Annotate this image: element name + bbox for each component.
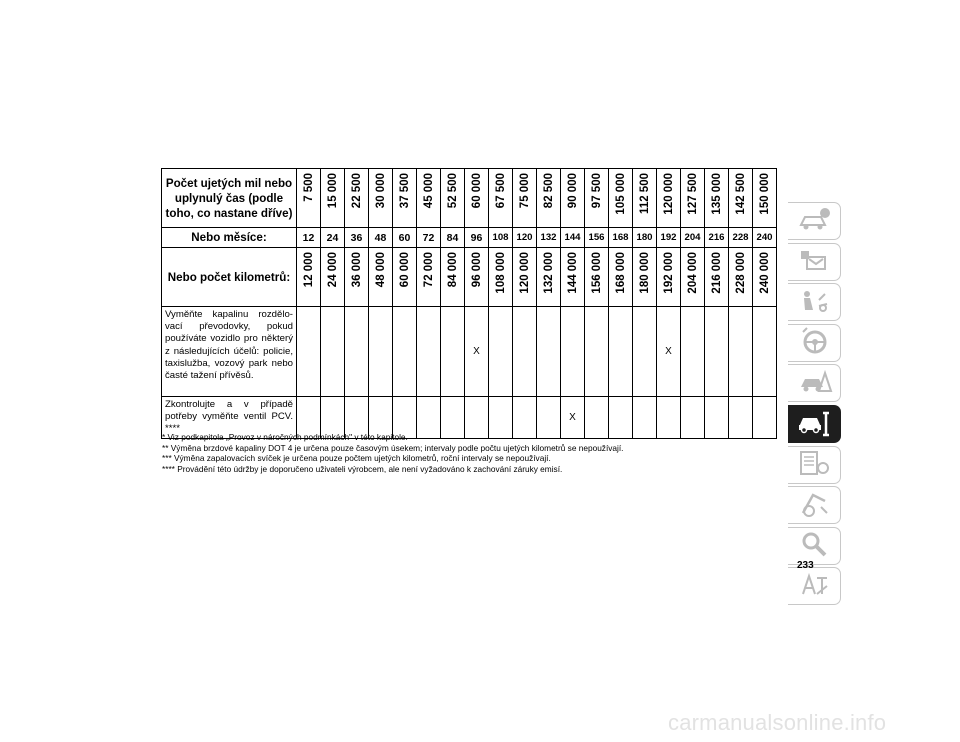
months-cell: 108: [489, 228, 513, 248]
schedule-mark-cell: [393, 307, 417, 397]
search-index-icon: [795, 527, 833, 564]
miles-cell: [417, 169, 441, 228]
chapter-tab[interactable]: [788, 567, 841, 605]
car-info-icon: [795, 203, 833, 240]
miles-cell-label: 142 500: [734, 173, 747, 215]
km-cell-label: 48 000: [374, 252, 387, 288]
months-cell: 132: [537, 228, 561, 248]
km-cell-label: 12 000: [302, 252, 315, 288]
months-cell: 96: [465, 228, 489, 248]
emergency-car-icon: [795, 365, 833, 402]
km-cell-label: 72 000: [422, 252, 435, 288]
page-number: 233: [797, 560, 814, 571]
km-row: [162, 248, 777, 307]
months-cell: 24: [321, 228, 345, 248]
miles-cell: [393, 169, 417, 228]
miles-cell: [513, 169, 537, 228]
chapter-tab[interactable]: [788, 527, 841, 565]
miles-cell-label: 75 000: [518, 173, 531, 209]
months-cell: 168: [609, 228, 633, 248]
km-cell: [681, 248, 705, 307]
months-cell: 216: [705, 228, 729, 248]
schedule-mark-cell: [297, 307, 321, 397]
chapter-tab[interactable]: [788, 446, 841, 484]
km-cell: [417, 248, 441, 307]
schedule-mark-cell: [585, 307, 609, 397]
miles-cell-label: 105 000: [614, 173, 627, 215]
schedule-mark-cell: [489, 307, 513, 397]
km-cell: [393, 248, 417, 307]
km-cell: [321, 248, 345, 307]
km-cell-label: 120 000: [518, 252, 531, 294]
months-cell: 84: [441, 228, 465, 248]
footnotes: [162, 432, 802, 474]
miles-cell: [561, 169, 585, 228]
specifications-icon: [795, 446, 833, 483]
schedule-mark-cell: [561, 307, 585, 397]
steering-wheel-icon: [795, 324, 833, 361]
km-cell: [345, 248, 369, 307]
miles-cell: [345, 169, 369, 228]
km-cell-label: 24 000: [326, 252, 339, 288]
months-cell: 228: [729, 228, 753, 248]
months-cell: 12: [297, 228, 321, 248]
miles-header: Počet ujetých mil nebo uplynulý čas (podle toho, co nastane dříve): [162, 169, 297, 228]
miles-cell-label: 112 500: [638, 173, 651, 214]
miles-cell-label: 60 000: [470, 173, 483, 209]
months-row: [162, 228, 777, 248]
miles-cell-label: 90 000: [566, 173, 579, 209]
months-cell: 60: [393, 228, 417, 248]
miles-cell-label: 135 000: [710, 173, 723, 215]
km-cell-label: 156 000: [590, 252, 603, 294]
km-cell-label: 204 000: [686, 252, 699, 294]
km-cell: [657, 248, 681, 307]
months-cell: 72: [417, 228, 441, 248]
miles-cell: [465, 169, 489, 228]
chapter-tabs: [788, 202, 841, 608]
miles-cell-label: 127 500: [686, 173, 699, 215]
footnote: * Viz podkapitola „Provoz v náročných podmínkách" v této kapitole.: [162, 432, 408, 442]
schedule-mark-cell: [537, 307, 561, 397]
schedule-mark-cell: [513, 307, 537, 397]
schedule-mark-cell: [681, 307, 705, 397]
km-cell-label: 144 000: [566, 252, 579, 294]
miles-cell-label: 7 500: [302, 173, 315, 202]
schedule-mark-cell: X: [657, 307, 681, 397]
miles-cell-label: 30 000: [374, 173, 387, 209]
chapter-tab[interactable]: [788, 364, 841, 402]
miles-cell-label: 45 000: [422, 173, 435, 209]
miles-cell: [705, 169, 729, 228]
footnote: *** Výměna zapalovacích svíček je určena pouze počtem ujetých kilometrů, roční intervaly se nepoužívají.: [162, 453, 551, 464]
miles-cell-label: 82 500: [542, 173, 555, 209]
chapter-tab[interactable]: [788, 486, 841, 524]
dashboard-warning-icon: [795, 243, 833, 280]
km-cell-label: 240 000: [758, 252, 771, 294]
km-cell-label: 108 000: [494, 252, 507, 294]
schedule-mark-cell: [321, 307, 345, 397]
miles-cell: [585, 169, 609, 228]
km-cell: [465, 248, 489, 307]
km-cell: [369, 248, 393, 307]
miles-cell: [657, 169, 681, 228]
km-cell: [513, 248, 537, 307]
chapter-tab[interactable]: [788, 405, 841, 443]
miles-cell-label: 67 500: [494, 173, 507, 209]
miles-cell: [441, 169, 465, 228]
miles-cell: [537, 169, 561, 228]
km-cell-label: 60 000: [398, 252, 411, 288]
footnote: ** Výměna brzdové kapaliny DOT 4 je určena pouze časovým úsekem; intervaly podle počtu ujetých kilometrů se nepoužívají.: [162, 442, 624, 453]
months-cell: 144: [561, 228, 585, 248]
miles-cell-label: 120 000: [662, 173, 675, 215]
months-cell: 192: [657, 228, 681, 248]
months-cell: 240: [753, 228, 777, 248]
airbag-safety-icon: [795, 284, 833, 321]
miles-row: [162, 169, 777, 228]
km-cell-label: 192 000: [662, 252, 675, 294]
schedule-mark-cell: [417, 307, 441, 397]
miles-cell-label: 52 500: [446, 173, 459, 209]
km-cell: [441, 248, 465, 307]
km-cell-label: 36 000: [350, 252, 363, 288]
months-cell: 156: [585, 228, 609, 248]
km-cell: [729, 248, 753, 307]
months-cell: 120: [513, 228, 537, 248]
miles-cell-label: 150 000: [758, 173, 771, 215]
km-header: Nebo počet kilometrů:: [162, 248, 297, 307]
months-cell: 36: [345, 228, 369, 248]
km-cell-label: 84 000: [446, 252, 459, 288]
schedule-mark-cell: X: [465, 307, 489, 397]
km-cell-label: 180 000: [638, 252, 651, 294]
task-row-transfer-case: [162, 307, 777, 397]
schedule-mark-cell: [345, 307, 369, 397]
miles-cell: [321, 169, 345, 228]
schedule-mark-cell: [753, 307, 777, 397]
km-cell: [297, 248, 321, 307]
schedule-mark-cell: [705, 307, 729, 397]
chapter-tab[interactable]: [788, 324, 841, 362]
watermark: carmanualsonline.info: [668, 710, 887, 735]
km-cell: [633, 248, 657, 307]
miles-cell-label: 97 500: [590, 173, 603, 209]
schedule-mark-cell: X: [561, 397, 585, 439]
km-cell: [585, 248, 609, 307]
km-cell-label: 216 000: [710, 252, 723, 294]
chapter-tab[interactable]: [788, 283, 841, 321]
miles-cell: [369, 169, 393, 228]
km-cell-label: 132 000: [542, 252, 555, 294]
km-cell-label: 228 000: [734, 252, 747, 294]
chapter-tab[interactable]: [788, 202, 841, 240]
miles-cell: [681, 169, 705, 228]
months-header: Nebo měsíce:: [162, 228, 297, 248]
months-cell: 180: [633, 228, 657, 248]
schedule-mark-cell: [369, 307, 393, 397]
miles-cell-label: 22 500: [350, 173, 363, 209]
km-cell: [489, 248, 513, 307]
months-cell: 204: [681, 228, 705, 248]
multimedia-icon: [795, 487, 833, 524]
schedule-mark-cell: [729, 307, 753, 397]
schedule-mark-cell: [441, 307, 465, 397]
km-cell-label: 96 000: [470, 252, 483, 288]
schedule-mark-cell: [633, 307, 657, 397]
task-description: Zkontrolujte a v případě potřeby vyměňte ventil PCV. ****: [162, 397, 297, 439]
km-cell: [753, 248, 777, 307]
km-cell: [609, 248, 633, 307]
car-service-icon: [795, 405, 833, 442]
task-description: Vyměňte kapalinu rozdělo-vací převodovky, pokud používáte vozidlo pro některý z následujících účelů: policie, taxislužba, vozový park nebo časté tažení přívěsů.: [162, 307, 297, 397]
maintenance-schedule-table: [161, 168, 777, 439]
km-cell: [537, 248, 561, 307]
km-cell-label: 168 000: [614, 252, 627, 294]
miles-cell: [297, 169, 321, 228]
chapter-tab[interactable]: [788, 243, 841, 281]
miles-cell: [753, 169, 777, 228]
language-icon: [795, 568, 833, 605]
km-cell: [561, 248, 585, 307]
miles-cell: [633, 169, 657, 228]
km-cell: [705, 248, 729, 307]
miles-cell: [729, 169, 753, 228]
miles-cell-label: 37 500: [398, 173, 411, 209]
months-cell: 48: [369, 228, 393, 248]
miles-cell: [609, 169, 633, 228]
schedule-mark-cell: [609, 307, 633, 397]
miles-cell: [489, 169, 513, 228]
miles-cell-label: 15 000: [326, 173, 339, 209]
footnote: **** Provádění této údržby je doporučeno uživateli výrobcem, ale není vyžadováno k zachování záruky emisí.: [162, 463, 563, 474]
